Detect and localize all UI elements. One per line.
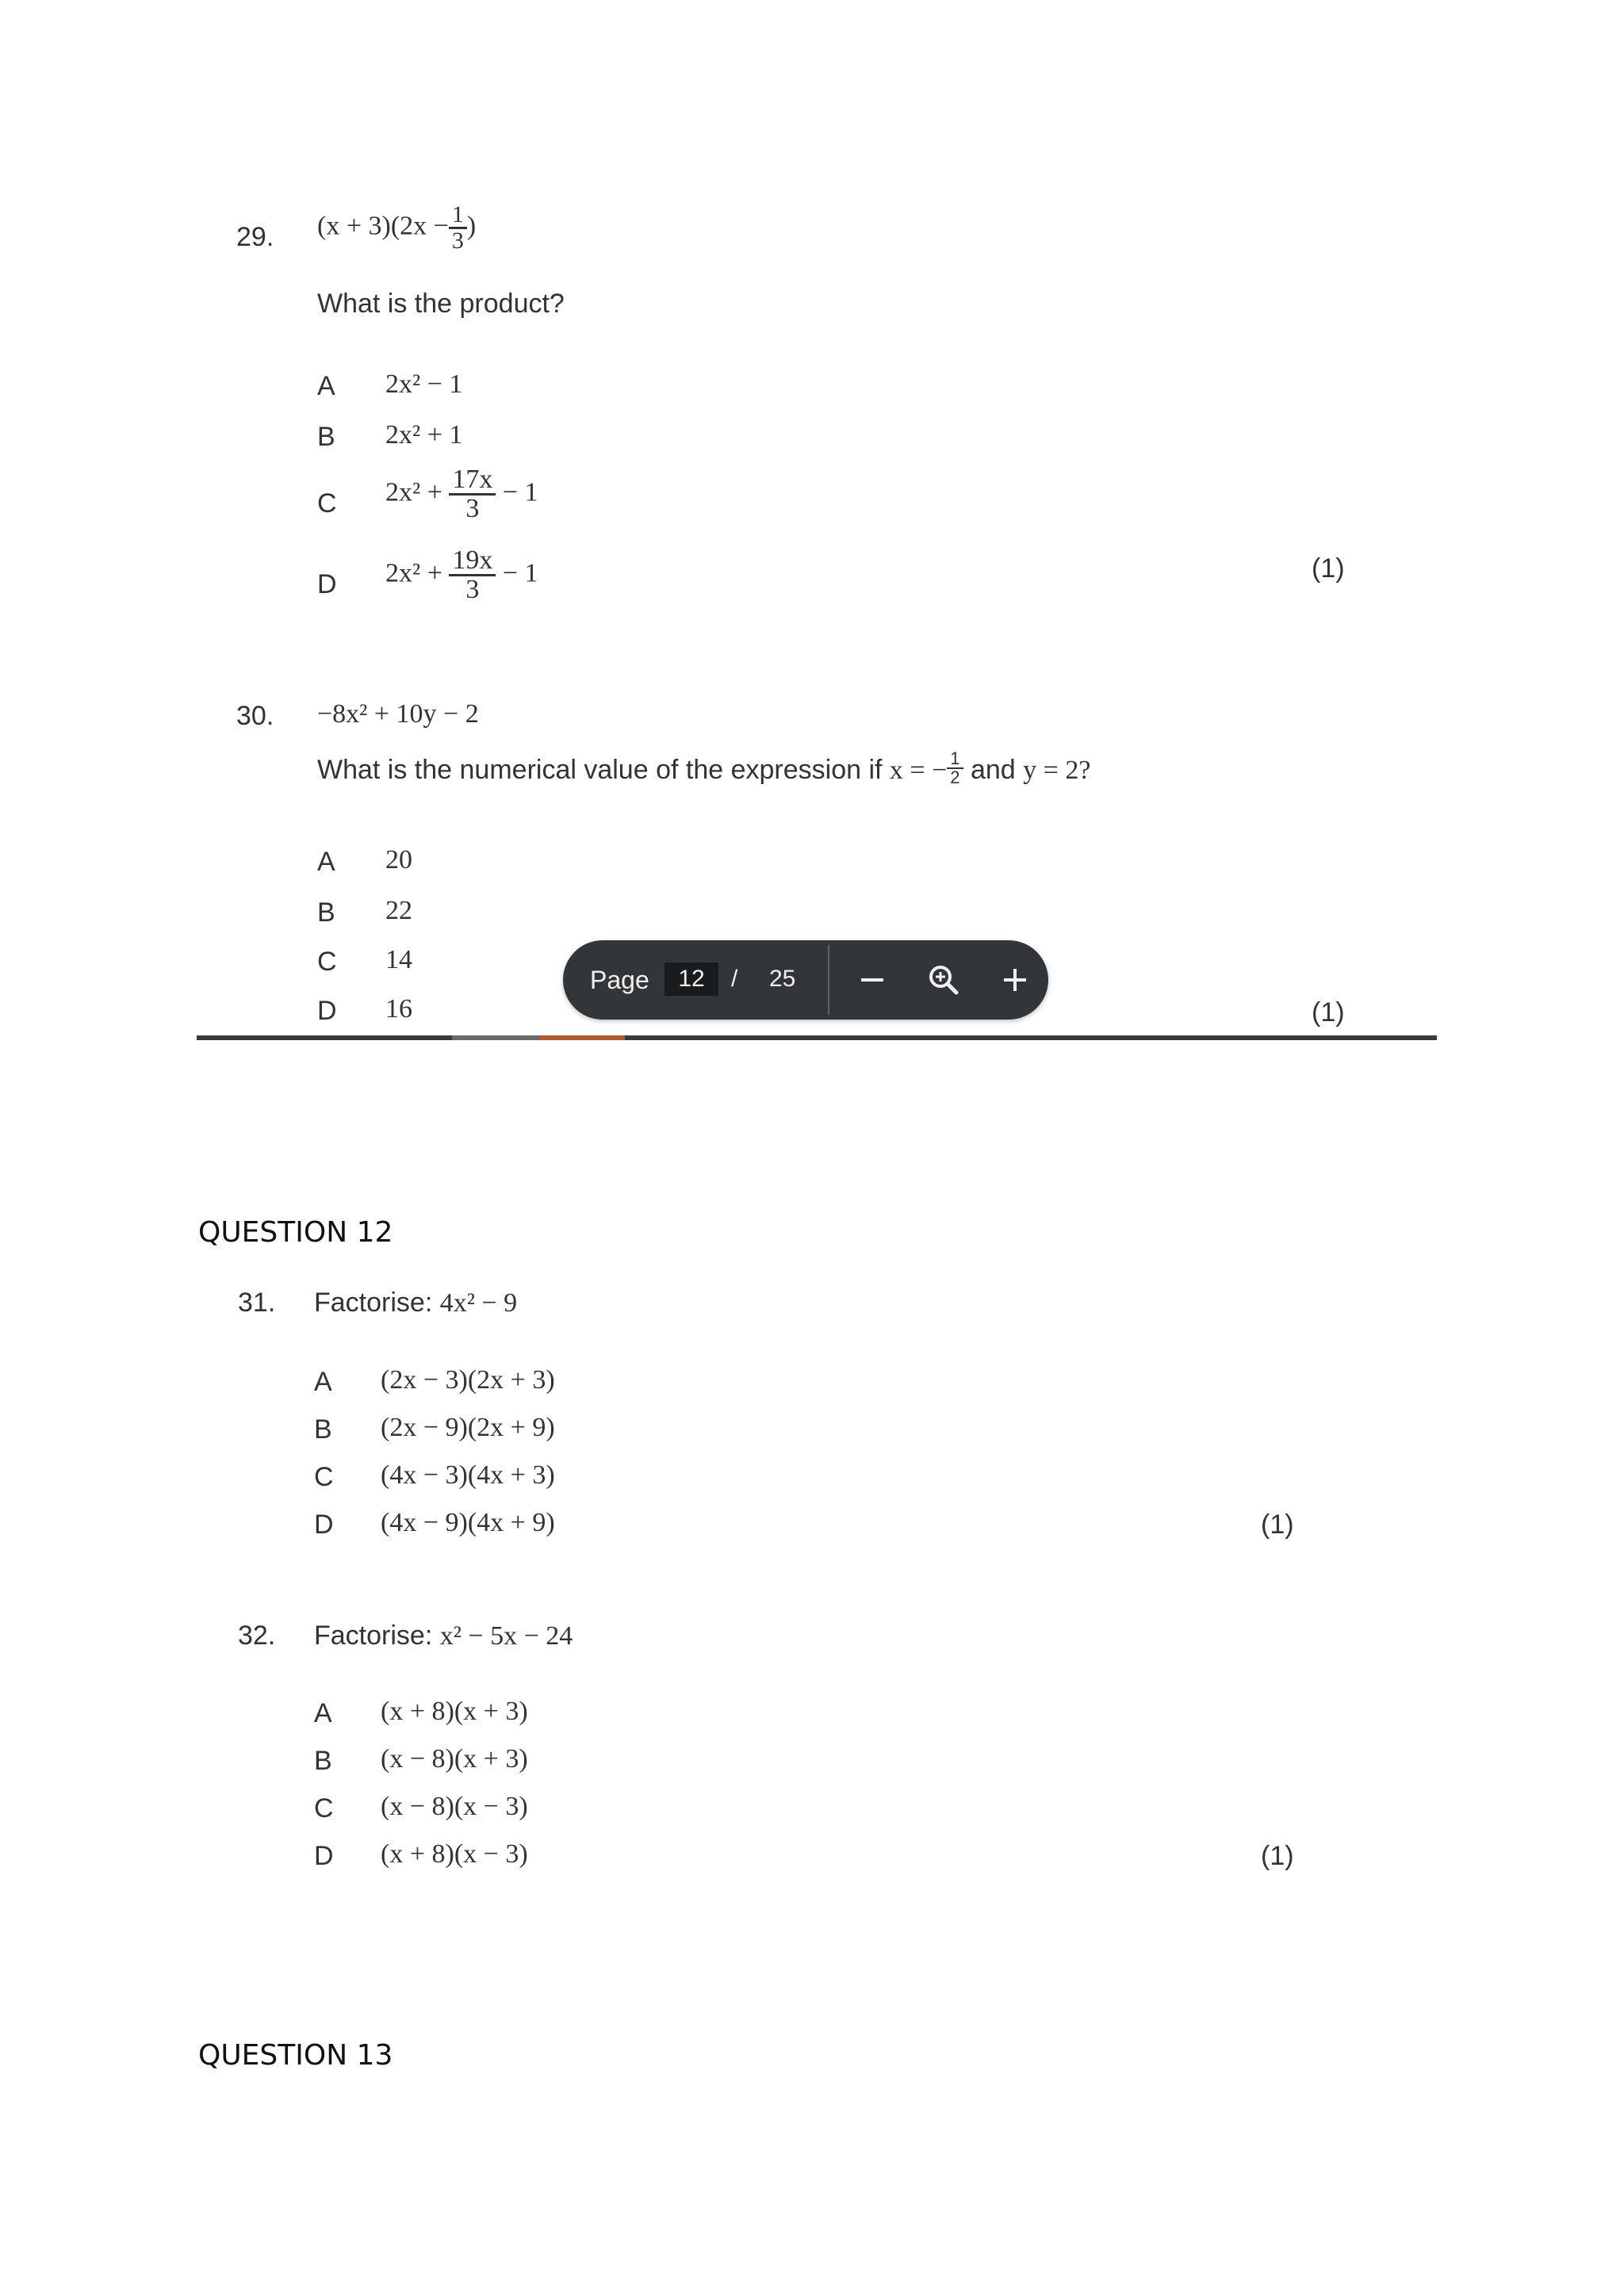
prompt-math: x = −	[889, 756, 948, 785]
zoom-in-icon	[996, 961, 1034, 999]
fraction-numerator: 1	[451, 201, 464, 228]
option-text: 22	[385, 896, 412, 925]
prompt-text: Factorise:	[314, 1288, 433, 1318]
option-letter: B	[317, 897, 335, 928]
option-letter: B	[317, 422, 335, 452]
option-letter: C	[314, 1462, 334, 1492]
fraction	[449, 203, 467, 253]
expression-part: − 1	[502, 558, 538, 588]
option-text: (x − 8)(x − 3)	[381, 1792, 528, 1821]
option-text: (x + 8)(x + 3)	[381, 1697, 528, 1726]
option-text: 2x² − 1	[385, 369, 463, 399]
page-divider	[197, 1035, 1437, 1040]
prompt-text: and	[970, 755, 1016, 785]
fraction-numerator: 19x	[452, 545, 493, 575]
page-number-input[interactable]	[665, 962, 718, 996]
question-expression: −8x² + 10y − 2	[317, 699, 479, 729]
option-letter: D	[314, 1841, 334, 1871]
prompt-text: Factorise:	[314, 1621, 433, 1651]
option-letter: D	[314, 1510, 334, 1540]
option-letter: B	[314, 1746, 332, 1776]
prompt-math: y = 2?	[1023, 756, 1091, 785]
expression-part: (x + 3)(2x −	[317, 211, 449, 241]
question-prompt	[314, 1621, 573, 1651]
fraction-denominator: 2	[947, 767, 963, 786]
section-heading: QUESTION 13	[198, 2039, 393, 2072]
option-text: (2x − 9)(2x + 9)	[381, 1413, 555, 1442]
option-letter: C	[317, 947, 337, 977]
fraction-denominator: 3	[449, 493, 496, 522]
zoom-fit-icon	[925, 961, 963, 999]
option-letter: C	[317, 488, 337, 519]
expression-part: 2x² +	[385, 477, 442, 507]
fraction	[449, 547, 496, 603]
zoom-out-button[interactable]	[853, 961, 891, 999]
mark-allocation: (1)	[1312, 553, 1345, 584]
question-expression	[317, 203, 476, 253]
option-text: (2x − 3)(2x + 3)	[381, 1365, 555, 1395]
progress-accent-segment	[539, 1035, 625, 1040]
question-number: 31.	[238, 1288, 276, 1318]
option-text	[385, 466, 538, 522]
question-number: 29.	[236, 222, 274, 252]
mark-allocation: (1)	[1312, 997, 1345, 1027]
zoom-in-button[interactable]	[996, 961, 1034, 999]
section-heading: QUESTION 12	[198, 1216, 393, 1249]
zoom-out-icon	[853, 961, 891, 999]
fraction	[947, 750, 963, 786]
option-letter: A	[317, 847, 335, 877]
question-prompt	[317, 750, 1090, 786]
mark-allocation: (1)	[1261, 1841, 1294, 1871]
fraction-numerator: 17x	[452, 465, 493, 494]
question-number: 32.	[238, 1621, 276, 1651]
option-text: (x − 8)(x + 3)	[381, 1744, 528, 1774]
option-text: (4x − 3)(4x + 3)	[381, 1460, 555, 1490]
total-pages: 25	[769, 966, 796, 992]
page-label: Page	[590, 966, 649, 994]
pdf-viewer-toolbar	[563, 940, 1048, 1020]
option-text: 16	[385, 994, 412, 1024]
progress-track-segment	[452, 1035, 539, 1040]
zoom-fit-button[interactable]	[925, 961, 963, 999]
page-separator: /	[731, 966, 738, 992]
option-text: 2x² + 1	[385, 420, 463, 450]
option-text	[385, 547, 538, 603]
question-prompt	[314, 1288, 517, 1318]
expression-part: )	[466, 211, 477, 241]
option-text: 14	[385, 945, 412, 974]
expression-part: − 1	[502, 477, 538, 507]
mark-allocation: (1)	[1261, 1510, 1294, 1540]
option-letter: A	[314, 1367, 332, 1397]
option-letter: A	[314, 1698, 332, 1728]
option-text: (x + 8)(x − 3)	[381, 1839, 528, 1869]
option-letter: D	[317, 569, 337, 599]
fraction-denominator: 3	[449, 227, 467, 253]
option-letter: A	[317, 371, 335, 401]
fraction-denominator: 3	[449, 574, 496, 603]
option-letter: C	[314, 1793, 334, 1823]
fraction-numerator: 1	[950, 748, 960, 768]
option-letter: B	[314, 1414, 332, 1445]
prompt-math: x² − 5x − 24	[439, 1621, 573, 1651]
option-text: (4x − 9)(4x + 9)	[381, 1508, 555, 1537]
prompt-text: What is the numerical value of the expression if	[317, 755, 883, 785]
toolbar-separator	[828, 945, 829, 1015]
option-letter: D	[317, 996, 337, 1026]
question-prompt: What is the product?	[317, 289, 565, 319]
fraction	[449, 466, 496, 522]
question-number: 30.	[236, 701, 274, 731]
expression-part: 2x² +	[385, 558, 442, 588]
prompt-math: 4x² − 9	[439, 1288, 518, 1318]
option-text: 20	[385, 845, 412, 874]
